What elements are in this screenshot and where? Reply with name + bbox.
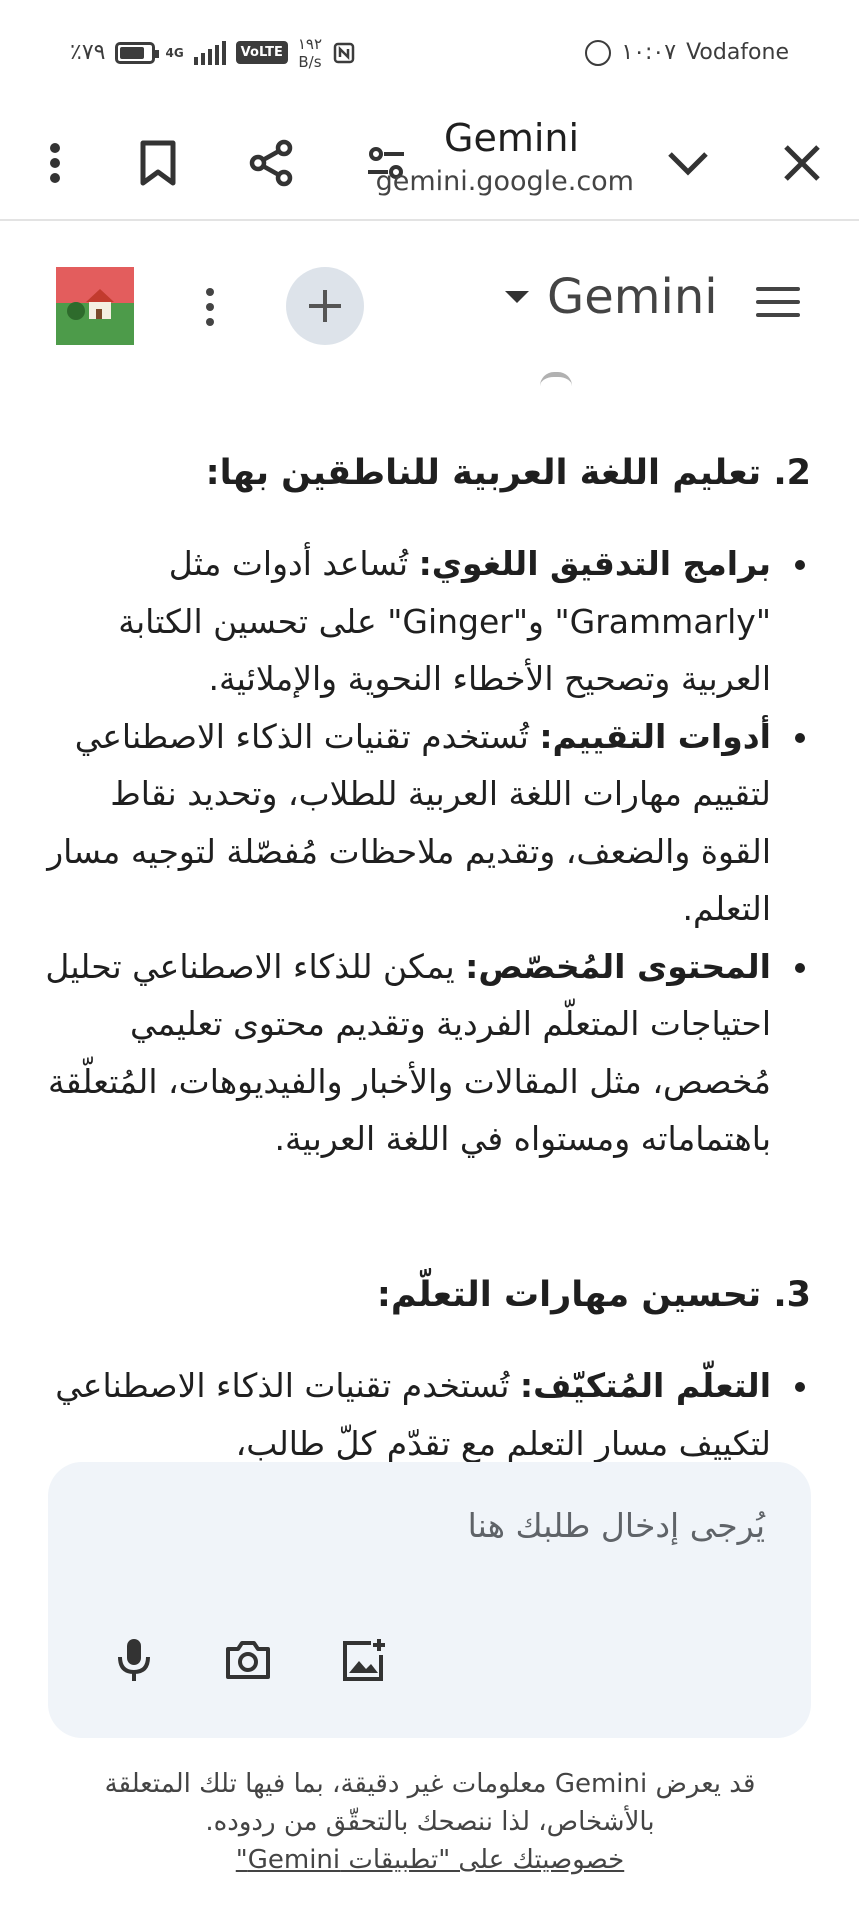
- page-title: Gemini: [444, 116, 580, 160]
- prompt-input[interactable]: يُرجى إدخال طلبك هنا: [467, 1506, 765, 1545]
- list-item-title: أدوات التقييم:: [539, 716, 771, 756]
- close-icon[interactable]: [762, 105, 842, 221]
- list-item-title: المحتوى المُخصّص:: [465, 946, 771, 986]
- page-title-block: [375, 113, 634, 201]
- list-item-text: يمكن للذكاء الاصطناعي تحليل احتياجات المتعلّم الفردية وتقديم محتوى تعليمي مُخصص، مثل المقالات والأخبار والفيديوهات، المُتعلّقة باهتماماته ومستواه في اللغة العربية.: [45, 946, 771, 1158]
- section-list: [0, 1357, 859, 1472]
- more-vert-icon[interactable]: [15, 105, 95, 221]
- clipped-text-fragment: [540, 372, 572, 386]
- model-picker[interactable]: [505, 269, 718, 325]
- carrier-name: Vodafone: [686, 40, 789, 65]
- section-list: [0, 535, 859, 1168]
- chat-response: [0, 370, 859, 1465]
- status-right: [585, 40, 789, 66]
- page-url: gemini.google.com: [375, 166, 634, 197]
- section-heading: 3. تحسين مهارات التعلّم:: [376, 1275, 811, 1315]
- volte-badge: VoLTE: [236, 41, 288, 64]
- menu-icon[interactable]: [756, 287, 800, 317]
- list-item: [40, 938, 811, 1168]
- signal-icon: [194, 41, 226, 65]
- browser-toolbar: [0, 105, 859, 221]
- disclaimer-text: قد يعرض Gemini معلومات غير دقيقة، بما فيها تلك المتعلقة بالأشخاص، لذا ننصحك بالتحقّق من ردوده.: [104, 1769, 756, 1837]
- clock: ١٠:٠٧: [621, 40, 677, 65]
- list-item-text: تُستخدم تقنيات الذكاء الاصطناعي لتقييم مهارات اللغة العربية للطلاب، وتحديد نقاط القوة والضعف، وتقديم ملاحظات مُفصّلة لتوجيه مسار التعلم.: [47, 716, 771, 928]
- status-bar: [0, 0, 859, 105]
- list-item: [40, 1357, 811, 1472]
- more-options-icon[interactable]: [190, 279, 230, 335]
- battery-percent: ٪٧٩: [70, 40, 106, 65]
- list-item-text: تُستخدم تقنيات الذكاء الاصطناعي لتكييف مسار التعلم مع تقدّم كلّ طالب،: [55, 1366, 771, 1463]
- plus-icon: [307, 288, 343, 324]
- net-speed-unit: B/s: [298, 52, 322, 71]
- prompt-input-box[interactable]: [48, 1462, 811, 1738]
- list-item-title: التعلّم المُتكيّف:: [519, 1366, 771, 1405]
- disclaimer: [60, 1765, 800, 1879]
- net-speed: [298, 35, 322, 71]
- mic-icon[interactable]: [104, 1630, 164, 1690]
- privacy-link[interactable]: خصوصيتك على "تطبيقات Gemini": [235, 1845, 625, 1875]
- avatar[interactable]: [56, 267, 134, 345]
- camera-icon[interactable]: [218, 1630, 278, 1690]
- app-header: [0, 221, 859, 391]
- share-icon[interactable]: [231, 105, 311, 221]
- new-chat-button[interactable]: [286, 267, 364, 345]
- list-item: [40, 535, 811, 708]
- add-photo-icon[interactable]: [334, 1630, 394, 1690]
- list-item-text: تُساعد أدوات مثل "Grammarly" و"Ginger" على تحسين الكتابة العربية وتصحيح الأخطاء النحوية والإملائية.: [118, 544, 771, 698]
- battery-level: [120, 47, 144, 59]
- net-speed-value: ١٩٢: [297, 34, 323, 53]
- whatsapp-icon: [585, 40, 611, 66]
- bookmark-icon[interactable]: [118, 105, 198, 221]
- chevron-down-icon[interactable]: [648, 105, 728, 221]
- model-name: Gemini: [547, 269, 718, 325]
- caret-down-icon: [505, 291, 529, 303]
- section-heading: 2. تعليم اللغة العربية للناطقين بها:: [205, 453, 811, 493]
- list-item: [40, 708, 811, 938]
- status-left: [70, 35, 356, 71]
- network-type: 4G: [165, 45, 184, 60]
- list-item-title: برامج التدقيق اللغوي:: [418, 544, 771, 583]
- nfc-icon: [332, 41, 356, 65]
- battery-icon: [115, 42, 155, 64]
